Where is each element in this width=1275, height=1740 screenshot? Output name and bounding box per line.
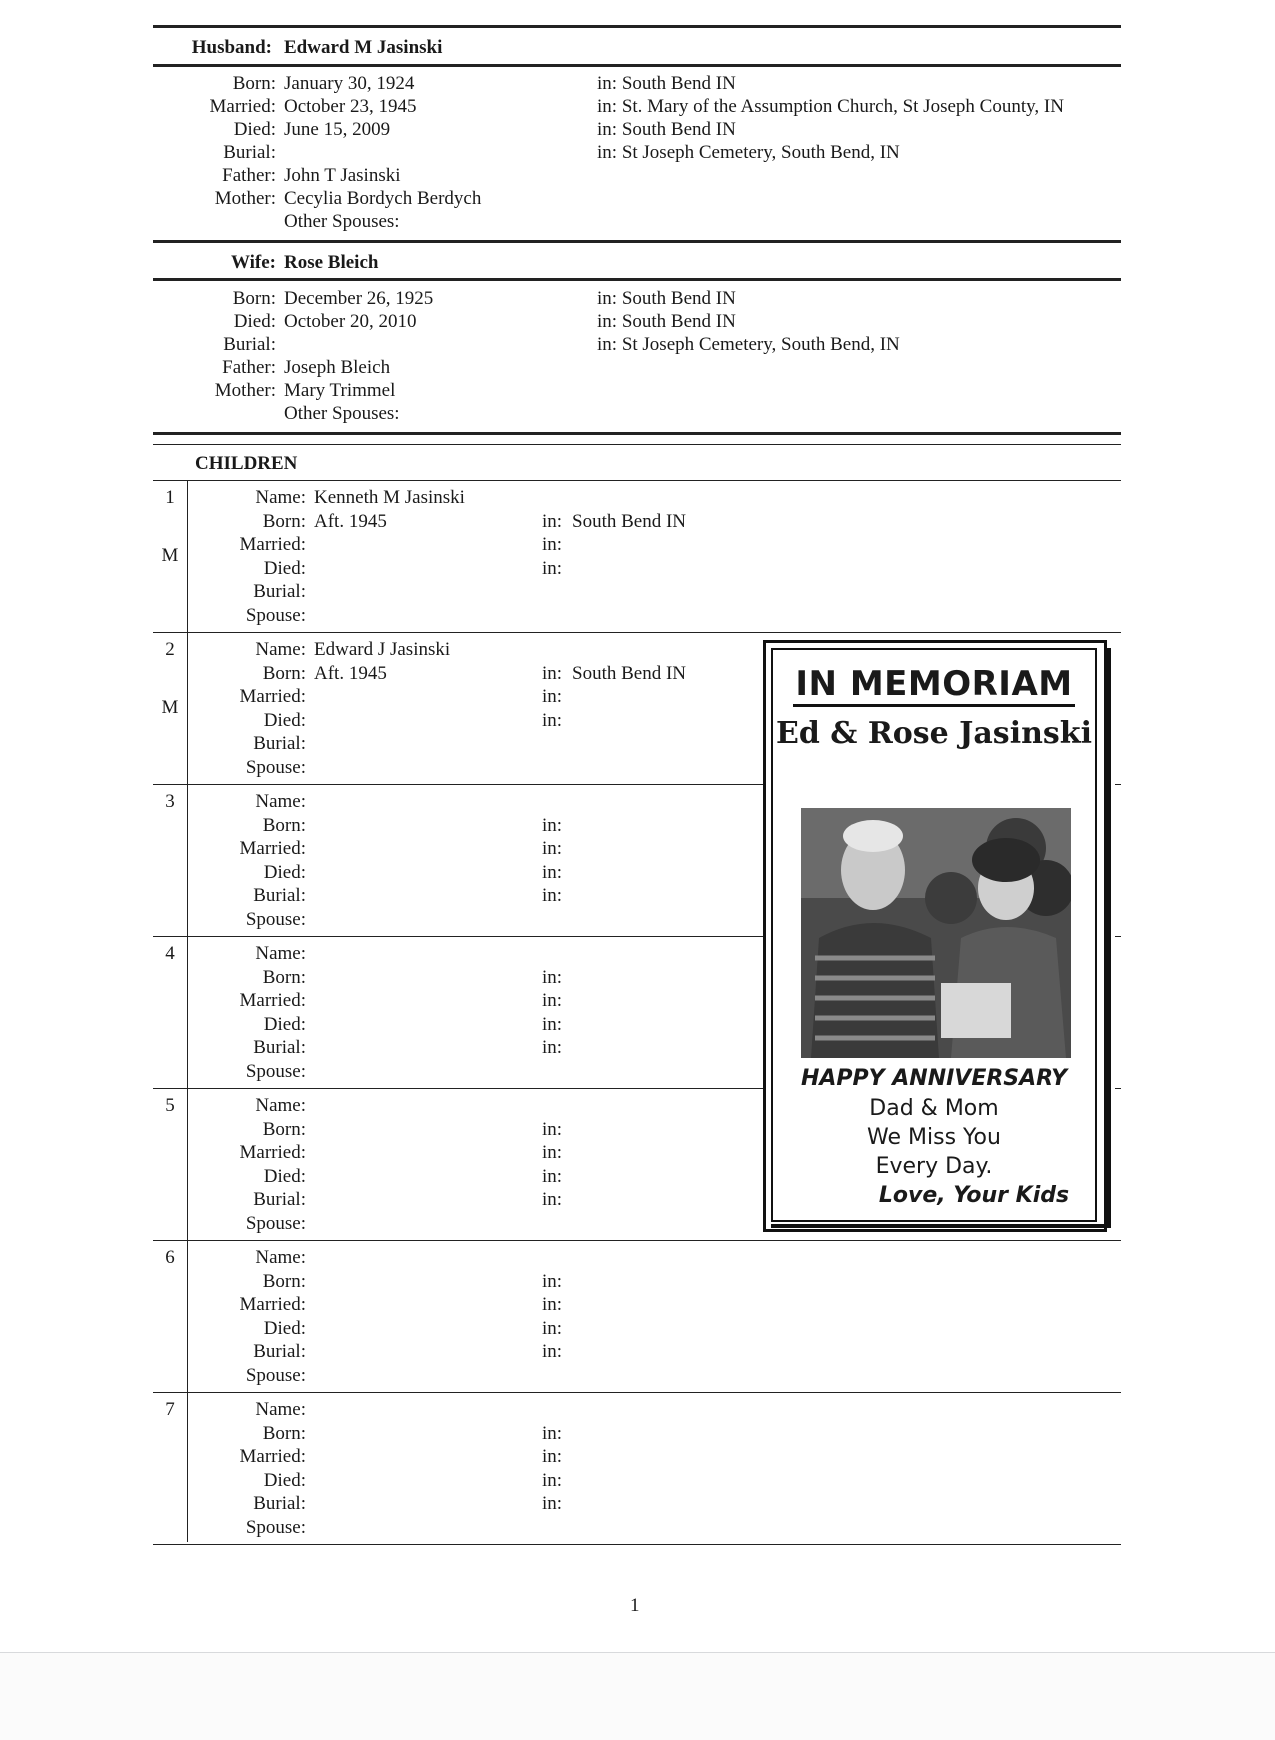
wife-father: Joseph Bleich (284, 357, 391, 378)
child-sex: M (161, 697, 179, 718)
spouse-label: Spouse: (245, 604, 306, 626)
in-label: in: (542, 1422, 563, 1444)
in-memoriam-card (763, 640, 1115, 1228)
photo-illustration (801, 808, 1071, 1058)
children-top-thin-rule (153, 444, 1121, 445)
died-label: Died: (263, 1013, 306, 1035)
wife-died-place-row (597, 310, 736, 333)
husband-born-place-row (597, 72, 736, 95)
burial-label: Burial: (223, 142, 276, 163)
burial-label: Burial: (223, 334, 276, 355)
spouse-label: Spouse: (245, 1364, 306, 1386)
spouse-label: Spouse: (245, 1516, 306, 1538)
name-label: Name: (255, 487, 306, 508)
burial-label: Burial: (253, 885, 306, 906)
other-spouses-label: Other Spouses: (284, 403, 400, 424)
husband-born-place: South Bend IN (621, 73, 736, 94)
died-label: Died: (263, 1317, 306, 1339)
name-label: Name: (255, 791, 306, 812)
husband-burial-place-row (597, 141, 900, 164)
husband-burial-place: St Joseph Cemetery, South Bend, IN (621, 142, 900, 163)
child-number: 7 (165, 1399, 175, 1420)
wife-name: Rose Bleich (284, 252, 379, 273)
born-label: Born: (262, 814, 306, 836)
child-divider (153, 1544, 1121, 1545)
in-label: in: (542, 1493, 563, 1514)
in-label: in: (542, 510, 563, 532)
other-spouses-label: Other Spouses: (284, 211, 400, 232)
memoriam-title: IN MEMORIAM (795, 664, 1073, 704)
in-label: in: (542, 662, 563, 684)
father-label: Father: (222, 165, 276, 186)
title-underline (793, 704, 1075, 707)
in-label: in: (542, 1341, 563, 1362)
name-label: Name: (255, 943, 306, 964)
in-label: in: (542, 1142, 563, 1163)
husband-married-place: St. Mary of the Assumption Church, St Joseph County, IN (621, 96, 1064, 117)
wife-born: December 26, 1925 (284, 288, 434, 309)
children-header-rule (153, 480, 1121, 481)
husband-died-place: South Bend IN (621, 119, 736, 140)
card-inner-border (771, 648, 1097, 1222)
burial-label: Burial: (253, 1189, 306, 1210)
memoriam-names: Ed & Rose Jasinski (776, 716, 1092, 751)
child-born-place: South Bend IN (572, 662, 686, 684)
happy-anniversary-text: HAPPY ANNIVERSARY (800, 1066, 1068, 1091)
child-number: 1 (165, 487, 175, 508)
child-number: 5 (165, 1095, 175, 1116)
child-born: Aft. 1945 (314, 510, 387, 532)
spouse-label: Spouse: (245, 1060, 306, 1082)
in-label: in: (542, 1013, 563, 1035)
married-label: Married: (239, 534, 306, 555)
married-label: Married: (209, 96, 276, 117)
in-label: in: (542, 861, 563, 883)
spouse-label: Spouse: (245, 756, 306, 778)
child-born-place: South Bend IN (572, 510, 686, 532)
married-label: Married: (239, 1294, 306, 1315)
died-label: Died: (263, 557, 306, 579)
wife-died-place: South Bend IN (621, 311, 736, 332)
card-shadow-right (1105, 648, 1111, 1226)
burial-label: Burial: (253, 1341, 306, 1362)
in-label: in: (542, 1037, 563, 1058)
died-label: Died: (263, 1469, 306, 1491)
child-divider (153, 1240, 1121, 1241)
in-label: in: (542, 1446, 563, 1467)
died-label: Died: (233, 119, 276, 140)
born-label: Born: (262, 1118, 306, 1140)
wife-burial-place: St Joseph Cemetery, South Bend, IN (621, 334, 900, 355)
page-number: 1 (630, 1595, 640, 1616)
top-rule (153, 25, 1121, 28)
in-label: in: (542, 1317, 563, 1339)
love-your-kids-text: Love, Your Kids (878, 1183, 1070, 1208)
child-number: 4 (165, 943, 175, 964)
in-label: in: (542, 1469, 563, 1491)
wife-died: October 20, 2010 (284, 311, 417, 332)
name-label: Name: (255, 639, 306, 660)
in-label: in: (542, 814, 563, 836)
born-label: Born: (262, 1422, 306, 1444)
husband-rule (153, 64, 1121, 67)
in-label: in: (542, 990, 563, 1011)
child-name: Kenneth M Jasinski (314, 487, 465, 508)
mother-label: Mother: (214, 380, 276, 401)
every-day-text: Every Day. (875, 1154, 993, 1179)
wife-heading: Wife: (230, 252, 276, 273)
in-label: in: (597, 288, 618, 309)
child-born: Aft. 1945 (314, 662, 387, 684)
in-label: in: (542, 686, 563, 707)
name-label: Name: (255, 1247, 306, 1268)
in-label: in: (597, 142, 618, 163)
in-label: in: (542, 1270, 563, 1292)
married-label: Married: (239, 686, 306, 707)
husband-mother: Cecylia Bordych Berdych (284, 188, 482, 209)
husband-married-place-row (597, 95, 1064, 118)
husband-died: June 15, 2009 (284, 119, 391, 140)
husband-died-place-row (597, 118, 736, 141)
married-label: Married: (239, 838, 306, 859)
in-label: in: (542, 709, 563, 731)
spouse-label: Spouse: (245, 1212, 306, 1234)
wife-born-place-row (597, 287, 736, 310)
child-number: 2 (165, 639, 175, 660)
children-number-column-line (187, 480, 188, 1542)
husband-father: John T Jasinski (284, 165, 401, 186)
married-label: Married: (239, 1446, 306, 1467)
born-label: Born: (232, 73, 276, 94)
in-label: in: (542, 1165, 563, 1187)
in-label: in: (542, 557, 563, 579)
born-label: Born: (262, 966, 306, 988)
married-label: Married: (239, 990, 306, 1011)
burial-label: Burial: (253, 1037, 306, 1058)
in-label: in: (597, 311, 618, 332)
burial-label: Burial: (253, 733, 306, 754)
born-label: Born: (262, 510, 306, 532)
born-label: Born: (262, 662, 306, 684)
child-sex: M (161, 545, 179, 566)
in-label: in: (542, 1118, 563, 1140)
children-heading: CHILDREN (195, 453, 298, 474)
in-label: in: (542, 1294, 563, 1315)
name-label: Name: (255, 1399, 306, 1420)
died-label: Died: (263, 709, 306, 731)
we-miss-you-text: We Miss You (867, 1125, 1001, 1150)
child-number: 3 (165, 791, 175, 812)
wife-burial-place-row (597, 333, 900, 356)
died-label: Died: (263, 1165, 306, 1187)
husband-married: October 23, 1945 (284, 96, 417, 117)
husband-born: January 30, 1924 (284, 73, 415, 94)
mother-label: Mother: (214, 188, 276, 209)
children-top-rule (153, 432, 1121, 435)
burial-label: Burial: (253, 581, 306, 602)
dad-mom-text: Dad & Mom (869, 1096, 999, 1121)
burial-label: Burial: (253, 1493, 306, 1514)
in-label: in: (542, 885, 563, 906)
in-label: in: (542, 966, 563, 988)
spouse-label: Spouse: (245, 908, 306, 930)
born-label: Born: (262, 1270, 306, 1292)
child-name: Edward J Jasinski (314, 639, 451, 660)
wife-born-place: South Bend IN (621, 288, 736, 309)
husband-heading: Husband: (191, 37, 272, 58)
child-divider (153, 632, 1121, 633)
born-label: Born: (232, 288, 276, 309)
married-label: Married: (239, 1142, 306, 1163)
memoriam-photo (801, 808, 1071, 1058)
died-label: Died: (233, 311, 276, 332)
card-shadow-bottom (771, 1224, 1111, 1228)
in-label: in: (542, 1189, 563, 1210)
in-label: in: (597, 119, 618, 140)
wife-rule (153, 278, 1121, 281)
in-label: in: (597, 73, 618, 94)
in-label: in: (542, 838, 563, 859)
wife-top-rule (153, 240, 1121, 243)
in-label: in: (597, 96, 618, 117)
wife-mother: Mary Trimmel (284, 380, 396, 401)
scan-bottom-margin (0, 1653, 1275, 1740)
child-divider (153, 1392, 1121, 1393)
husband-name: Edward M Jasinski (284, 37, 443, 58)
child-number: 6 (165, 1247, 175, 1268)
in-label: in: (542, 534, 563, 555)
name-label: Name: (255, 1095, 306, 1116)
father-label: Father: (222, 357, 276, 378)
died-label: Died: (263, 861, 306, 883)
in-label: in: (597, 334, 618, 355)
